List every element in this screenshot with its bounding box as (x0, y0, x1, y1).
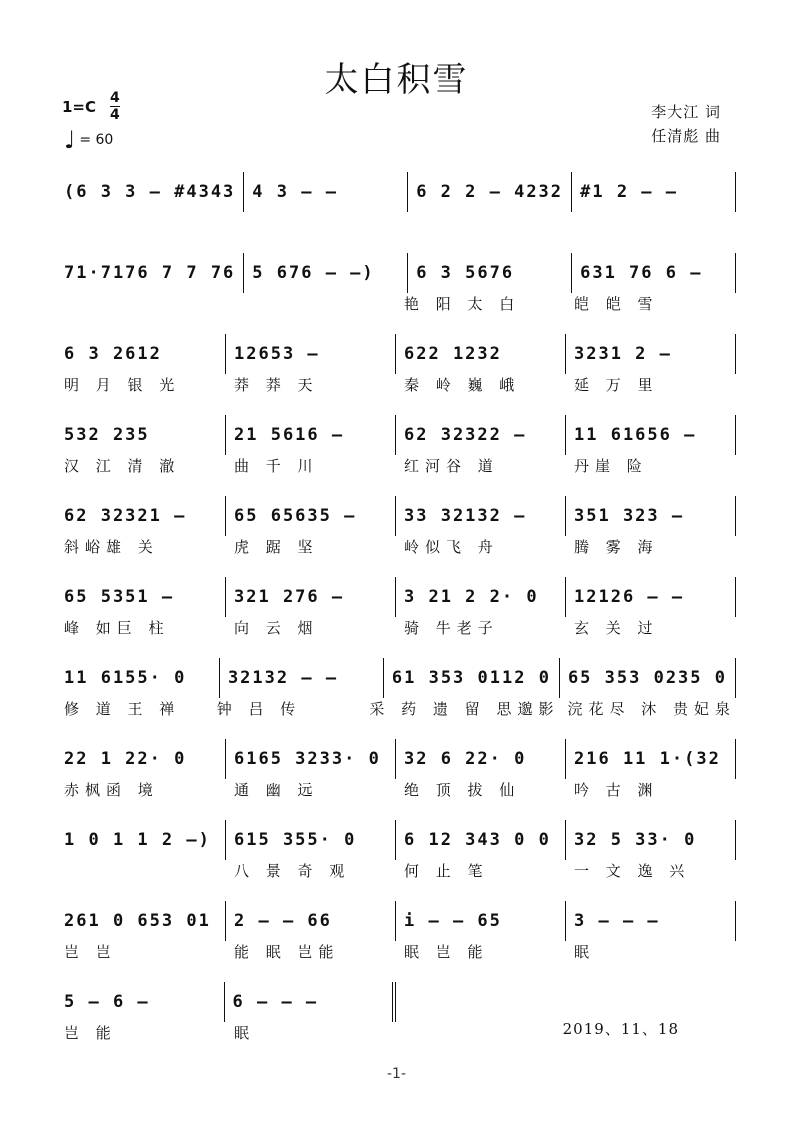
lyric-line (56, 212, 736, 234)
lyric-text: 吟 古 渊 (574, 781, 659, 799)
lyric-text: 向 云 烟 (234, 619, 319, 637)
measure: 65 5351 – (56, 577, 226, 617)
measure: 61 353 0112 0 (384, 658, 560, 698)
notation-line (56, 658, 736, 698)
score-system (56, 334, 736, 415)
measure: 12126 – – (566, 577, 736, 617)
measure: 3231 2 – (566, 334, 736, 374)
composer-credit: 任清彪 曲 (651, 127, 721, 145)
lyric-line (56, 698, 736, 720)
credits (651, 100, 721, 148)
measure: 261 0 653 01 (56, 901, 226, 941)
time-signature (110, 90, 120, 123)
measure: 216 11 1·(32 (566, 739, 736, 779)
measure: 4 3 – – (244, 172, 408, 212)
score-system (56, 658, 736, 739)
notation-line (56, 496, 736, 536)
lyric-text: 眠 岂 能 (404, 943, 489, 961)
lyric-text: 钟 吕 传 (216, 700, 302, 718)
measure: 32132 – – (220, 658, 384, 698)
score-system (56, 820, 736, 901)
composition-date: 2019、11、18 (562, 1020, 679, 1038)
lyric-text (56, 212, 226, 234)
notation-line (56, 253, 736, 293)
lyric-text (226, 212, 396, 234)
measure: 622 1232 (396, 334, 566, 374)
time-signature-numerator: 4 (110, 90, 120, 106)
lyric-text: 岭似飞 舟 (404, 538, 499, 556)
lyric-text: 岂 能 (64, 1024, 117, 1042)
notation-line (56, 172, 736, 212)
lyricist-credit: 李大江 词 (651, 103, 721, 121)
lyric-text: 采 药 遗 留 思邈影 (369, 700, 560, 718)
measure: 5 676 – –) (244, 253, 408, 293)
score-system (56, 577, 736, 658)
lyric-text: 修 道 王 禅 (64, 700, 181, 718)
measure: 6 2 2 – 4232 (408, 172, 572, 212)
lyric-text: 骑 牛老子 (404, 619, 499, 637)
score-system (56, 253, 736, 334)
measure: 32 6 22· 0 (396, 739, 566, 779)
measure: 62 32321 – (56, 496, 226, 536)
lyric-text: 秦 岭 巍 峨 (404, 376, 521, 394)
lyric-text: 岂 岂 (64, 943, 117, 961)
tempo-value: = 60 (79, 132, 114, 148)
measure: 1 0 1 1 2 –) (56, 820, 226, 860)
lyric-text: 明 月 银 光 (64, 376, 181, 394)
lyric-text: 丹崖 险 (574, 457, 648, 475)
lyric-text: 腾 雾 海 (574, 538, 659, 556)
lyric-text: 曲 千 川 (234, 457, 319, 475)
measure: 631 76 6 – (572, 253, 736, 293)
measure: 6 – – – (225, 982, 397, 1022)
tempo-marking (64, 126, 114, 154)
measure: 11 6155· 0 (56, 658, 220, 698)
lyric-text: 峰 如巨 柱 (64, 619, 170, 637)
measure: 22 1 22· 0 (56, 739, 226, 779)
score-system (56, 496, 736, 577)
notation-line (56, 901, 736, 941)
lyric-line (56, 617, 736, 639)
notation-line (56, 982, 396, 1022)
lyric-text (56, 860, 226, 882)
measure: 2 – – 66 (226, 901, 396, 941)
notation-line (56, 334, 736, 374)
measure: (6 3 3 – #4343 (56, 172, 244, 212)
lyric-line (56, 374, 736, 396)
lyric-text: 玄 关 过 (574, 619, 659, 637)
quarter-note-icon: ♩ (64, 126, 76, 154)
measure: 615 355· 0 (226, 820, 396, 860)
lyric-line (56, 455, 736, 477)
score-system (56, 415, 736, 496)
lyric-text: 莽 莽 天 (234, 376, 319, 394)
score-systems (56, 172, 736, 1063)
measure: 6 3 5676 (408, 253, 572, 293)
notation-line (56, 577, 736, 617)
lyric-text (226, 293, 396, 315)
lyric-text (566, 212, 736, 234)
measure: 32 5 33· 0 (566, 820, 736, 860)
lyric-line (56, 779, 736, 801)
measure: 65 65635 – (226, 496, 396, 536)
measure: #1 2 – – (572, 172, 736, 212)
measure: 33 32132 – (396, 496, 566, 536)
notation-line (56, 739, 736, 779)
notation-line (56, 820, 736, 860)
score-system (56, 739, 736, 820)
lyric-text: 何 止 笔 (404, 862, 489, 880)
lyric-text: 赤枫函 境 (64, 781, 159, 799)
key-signature: 1=C (62, 98, 97, 116)
measure: i – – 65 (396, 901, 566, 941)
song-title: 太白积雪 (324, 60, 469, 100)
measure: 12653 – (226, 334, 396, 374)
measure: 5 – 6 – (56, 982, 225, 1022)
lyric-text: 虎 踞 坚 (234, 538, 319, 556)
lyric-line (56, 860, 736, 882)
lyric-line (56, 941, 736, 963)
lyric-text: 通 幽 远 (234, 781, 319, 799)
measure: 6 12 343 0 0 (396, 820, 566, 860)
lyric-text: 斜峪雄 关 (64, 538, 159, 556)
lyric-text: 延 万 里 (574, 376, 659, 394)
lyric-text: 眠 (234, 1024, 256, 1042)
lyric-text (396, 212, 566, 234)
measure: 532 235 (56, 415, 226, 455)
notation-line (56, 415, 736, 455)
measure: 3 – – – (566, 901, 736, 941)
lyric-text: 绝 顶 拔 仙 (404, 781, 521, 799)
measure: 62 32322 – (396, 415, 566, 455)
lyric-text: 艳 阳 太 白 (404, 295, 521, 313)
measure: 11 61656 – (566, 415, 736, 455)
lyric-text: 红河谷 道 (404, 457, 499, 475)
lyric-text: 浣花尽 沐 贵妃泉 (567, 700, 736, 718)
measure: 321 276 – (226, 577, 396, 617)
lyric-text: 八 景 奇 观 (234, 862, 351, 880)
lyric-text: 眠 (574, 943, 596, 961)
measure: 71·7176 7 7 76 (56, 253, 244, 293)
measure: 65 353 0235 0 (560, 658, 736, 698)
score-system (56, 901, 736, 982)
measure: 21 5616 – (226, 415, 396, 455)
page-number: -1- (386, 1066, 406, 1082)
lyric-text: 一 文 逸 兴 (574, 862, 691, 880)
measure: 3 21 2 2· 0 (396, 577, 566, 617)
lyric-text: 汉 江 清 澈 (64, 457, 181, 475)
score-system (56, 172, 736, 253)
measure: 6 3 2612 (56, 334, 226, 374)
lyric-line (56, 1022, 396, 1044)
measure: 6165 3233· 0 (226, 739, 396, 779)
measure: 351 323 – (566, 496, 736, 536)
lyric-line (56, 293, 736, 315)
time-signature-denominator: 4 (110, 107, 120, 123)
lyric-text: 能 眠 岂能 (234, 943, 340, 961)
lyric-line (56, 536, 736, 558)
lyric-text: 皑 皑 雪 (574, 295, 659, 313)
lyric-text (56, 293, 226, 315)
